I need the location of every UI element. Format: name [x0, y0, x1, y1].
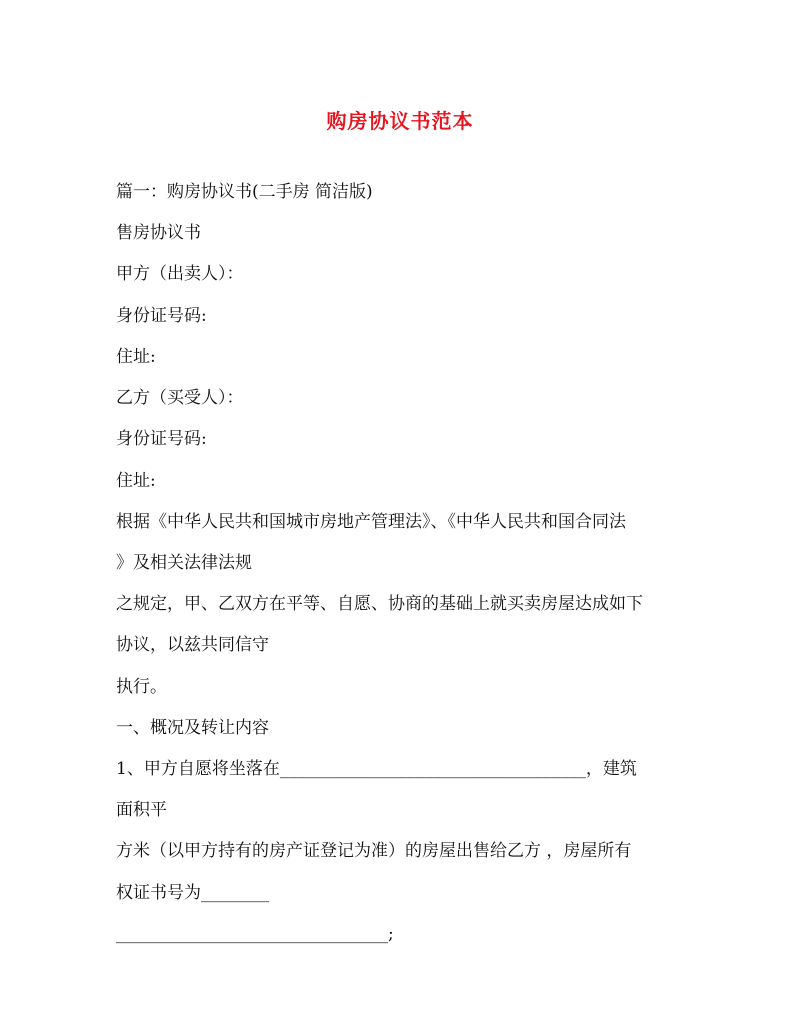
- section-heading: 篇一：购房协议书(二手房 简洁版): [116, 182, 373, 202]
- body-line: 权证书号为________: [116, 883, 269, 903]
- body-line: 之规定，甲、乙双方在平等、自愿、协商的基础上就买卖房屋达成如下: [116, 594, 643, 614]
- party-a-label: 甲方（出卖人）：: [116, 264, 244, 284]
- party-b-label: 乙方（买受人）：: [116, 388, 244, 408]
- body-line: 》及相关法律法规: [116, 553, 252, 573]
- party-a-address-label: 住址:: [116, 347, 156, 367]
- body-line: ________________________________;: [116, 924, 394, 944]
- body-line: 执行。: [116, 677, 167, 697]
- body-line: 方米（以甲方持有的房产证登记为准）的房屋出售给乙方 ，房屋所有: [116, 841, 632, 861]
- body-line: 协议，以兹共同信守: [116, 635, 269, 655]
- party-a-id-label: 身份证号码:: [116, 306, 207, 326]
- party-b-address-label: 住址:: [116, 471, 156, 491]
- body-line: 面积平: [116, 800, 167, 820]
- body-line: 1、甲方自愿将坐落在____________________________________，建筑: [116, 759, 637, 779]
- clause-heading: 一、概况及转让内容: [116, 718, 269, 738]
- document-title: 购房协议书范本: [326, 109, 474, 133]
- party-b-id-label: 身份证号码:: [116, 429, 207, 449]
- body-line: 根据《中华人民共和国城市房地产管理法》、《中华人民共和国合同法: [116, 512, 626, 532]
- subtitle-line: 售房协议书: [116, 223, 201, 243]
